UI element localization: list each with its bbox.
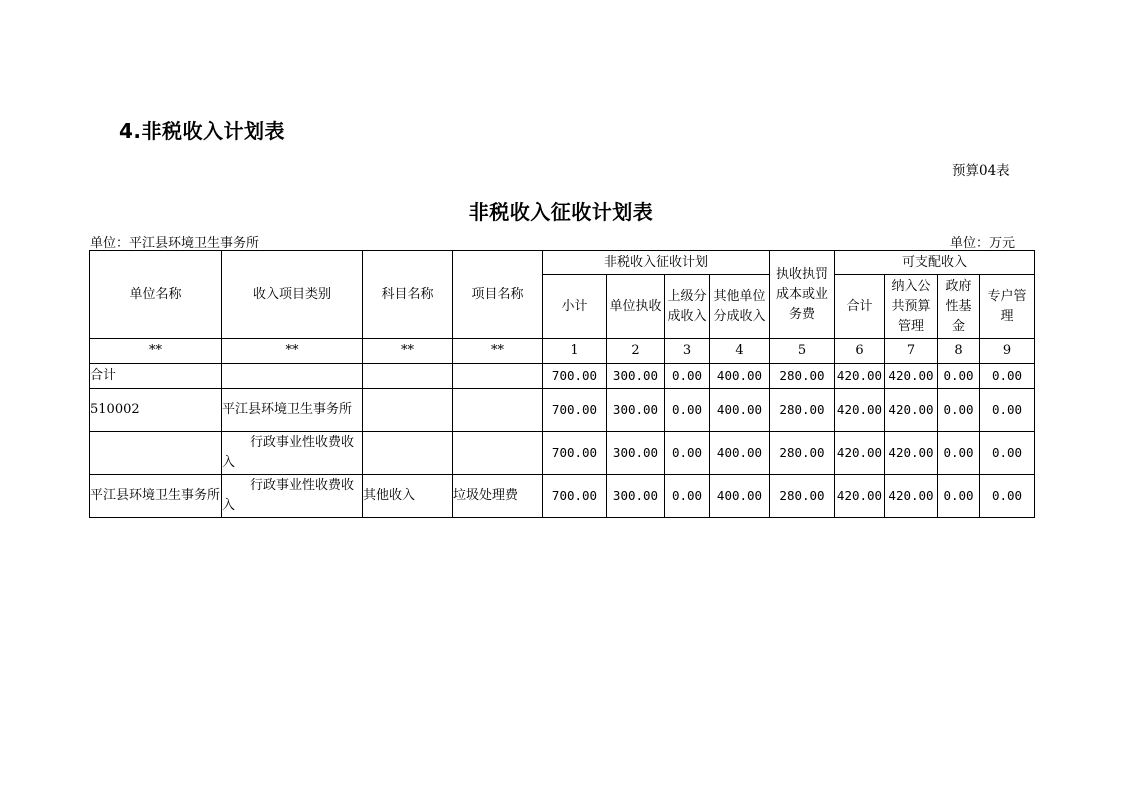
row-value-upper-share: 0.00 — [665, 389, 710, 432]
row-unit — [90, 475, 222, 518]
header-upper-share-text: 上级分成收入 — [667, 288, 707, 324]
table-row — [90, 432, 1035, 475]
row-value-total: 420.00 — [835, 364, 885, 389]
index-cell: 1 — [543, 339, 607, 364]
row-unit-text: 平江县环境卫生事务所 — [90, 488, 221, 503]
header-unit-collection: 单位执收 — [607, 275, 665, 339]
header-special-account — [980, 275, 1035, 339]
header-upper-share — [665, 275, 710, 339]
header-gov-fund — [938, 275, 980, 339]
header-total: 合计 — [835, 275, 885, 339]
index-cell: 6 — [835, 339, 885, 364]
index-cell: 5 — [770, 339, 835, 364]
index-cell: ** — [363, 339, 453, 364]
header-disposable-income: 可支配收入 — [835, 251, 1035, 275]
row-value-other-unit-share: 400.00 — [710, 475, 770, 518]
header-special-account-text: 专户管理 — [987, 288, 1027, 324]
row-value-gov-fund: 0.00 — [938, 432, 980, 475]
header-unit-name: 单位名称 — [90, 251, 222, 339]
index-cell: ** — [453, 339, 543, 364]
header-collection-plan: 非税收入征收计划 — [543, 251, 770, 275]
section-heading: 4.非税收入计划表 — [119, 119, 286, 143]
row-value-total: 420.00 — [835, 389, 885, 432]
row-value-unit-collection: 300.00 — [607, 432, 665, 475]
row-subject — [363, 389, 453, 432]
row-unit: 510002 — [90, 389, 222, 432]
row-category-text: 行政事业性收费收入 — [222, 435, 355, 470]
index-cell: 4 — [710, 339, 770, 364]
row-value-total: 420.00 — [835, 432, 885, 475]
unit-organization: 单位：平江县环境卫生事务所 — [90, 236, 260, 251]
header-penalty-cost — [770, 251, 835, 339]
row-value-subtotal: 700.00 — [543, 364, 607, 389]
row-value-upper-share: 0.00 — [665, 432, 710, 475]
index-cell: ** — [90, 339, 222, 364]
row-category — [222, 432, 363, 475]
row-value-other-unit-share: 400.00 — [710, 389, 770, 432]
row-subject: 其他收入 — [363, 475, 453, 518]
row-value-other-unit-share: 400.00 — [710, 364, 770, 389]
row-value-special-account: 0.00 — [980, 475, 1035, 518]
table-row — [90, 389, 1035, 432]
row-value-total: 420.00 — [835, 475, 885, 518]
header-income-category: 收入项目类别 — [222, 251, 363, 339]
header-other-unit-share — [710, 275, 770, 339]
row-value-penalty-cost: 280.00 — [770, 475, 835, 518]
header-public-budget — [885, 275, 938, 339]
row-project — [453, 389, 543, 432]
row-value-special-account: 0.00 — [980, 389, 1035, 432]
index-cell: 9 — [980, 339, 1035, 364]
non-tax-income-plan-table — [89, 250, 1035, 518]
unit-amount: 单位：万元 — [950, 236, 1016, 251]
row-value-public-budget: 420.00 — [885, 389, 938, 432]
row-project: 垃圾处理费 — [453, 475, 543, 518]
header-project-name: 项目名称 — [453, 251, 543, 339]
row-value-special-account: 0.00 — [980, 432, 1035, 475]
header-penalty-cost-text: 执收执罚成本或业务费 — [775, 266, 828, 322]
row-unit: 合计 — [90, 364, 222, 389]
header-gov-fund-text: 政府性基金 — [945, 278, 972, 334]
row-value-public-budget: 420.00 — [885, 364, 938, 389]
row-value-other-unit-share: 400.00 — [710, 432, 770, 475]
row-value-upper-share: 0.00 — [665, 364, 710, 389]
row-category — [222, 364, 363, 389]
index-cell: 7 — [885, 339, 938, 364]
row-value-public-budget: 420.00 — [885, 475, 938, 518]
row-value-gov-fund: 0.00 — [938, 364, 980, 389]
table-row — [90, 364, 1035, 389]
table-row — [90, 475, 1035, 518]
row-value-penalty-cost: 280.00 — [770, 364, 835, 389]
row-value-special-account: 0.00 — [980, 364, 1035, 389]
header-other-unit-share-text: 其他单位分成收入 — [713, 288, 766, 324]
row-category-text: 行政事业性收费收入 — [222, 478, 355, 513]
header-subtotal: 小计 — [543, 275, 607, 339]
row-category — [222, 475, 363, 518]
row-value-gov-fund: 0.00 — [938, 475, 980, 518]
header-row-1 — [90, 251, 1035, 275]
row-value-subtotal: 700.00 — [543, 432, 607, 475]
header-subject-name: 科目名称 — [363, 251, 453, 339]
row-value-subtotal: 700.00 — [543, 475, 607, 518]
row-value-subtotal: 700.00 — [543, 389, 607, 432]
row-value-penalty-cost: 280.00 — [770, 432, 835, 475]
index-cell: 3 — [665, 339, 710, 364]
index-cell: ** — [222, 339, 363, 364]
row-value-unit-collection: 300.00 — [607, 389, 665, 432]
row-value-upper-share: 0.00 — [665, 475, 710, 518]
form-number: 预算04表 — [952, 163, 1010, 179]
row-value-unit-collection: 300.00 — [607, 475, 665, 518]
row-unit — [90, 432, 222, 475]
index-cell: 2 — [607, 339, 665, 364]
row-value-penalty-cost: 280.00 — [770, 389, 835, 432]
row-project — [453, 432, 543, 475]
header-public-budget-text: 纳入公共预算管理 — [891, 278, 931, 334]
row-category — [222, 389, 363, 432]
row-value-gov-fund: 0.00 — [938, 389, 980, 432]
table-title: 非税收入征收计划表 — [468, 200, 654, 224]
index-cell: 8 — [938, 339, 980, 364]
row-subject — [363, 364, 453, 389]
row-value-unit-collection: 300.00 — [607, 364, 665, 389]
index-row — [90, 339, 1035, 364]
row-project — [453, 364, 543, 389]
row-category-text: 平江县环境卫生事务所 — [222, 402, 353, 417]
row-subject — [363, 432, 453, 475]
row-value-public-budget: 420.00 — [885, 432, 938, 475]
